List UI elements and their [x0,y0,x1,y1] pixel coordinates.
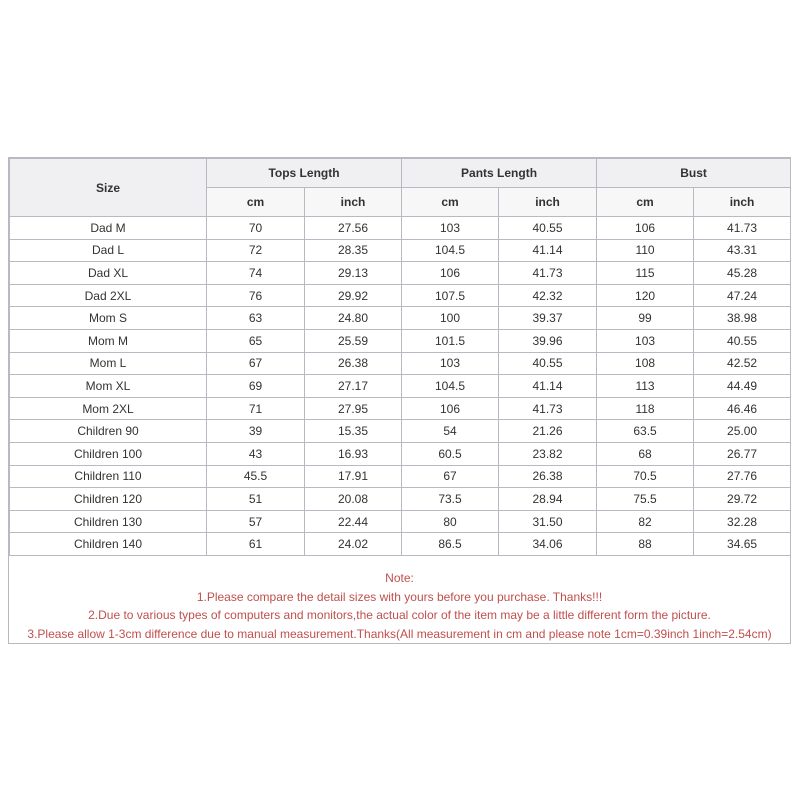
measurement-cell: 24.02 [305,533,402,556]
table-row [10,442,791,465]
measurement-cell: 72 [207,239,305,262]
measurement-cell: 16.93 [305,442,402,465]
table-row [10,420,791,443]
measurement-cell: 43.31 [694,239,791,262]
measurement-cell: 40.55 [499,217,597,240]
table-row [10,375,791,398]
measurement-cell: 28.94 [499,488,597,511]
measurement-cell: 106 [597,217,694,240]
measurement-cell: 46.46 [694,397,791,420]
size-label-cell: Mom M [10,329,207,352]
measurement-cell: 28.35 [305,239,402,262]
measurement-cell: 29.13 [305,262,402,285]
unit-header: inch [499,188,597,217]
table-row [10,329,791,352]
measurement-cell: 57 [207,510,305,533]
unit-header: cm [597,188,694,217]
measurement-cell: 65 [207,329,305,352]
measurement-cell: 47.24 [694,284,791,307]
measurement-cell: 41.73 [499,262,597,285]
note-line: 3.Please allow 1-3cm difference due to manual measurement.Thanks(All measurement in cm and please note 1cm=0.39inch 1inch=2.54cm) [27,626,772,641]
measurement-cell: 44.49 [694,375,791,398]
measurement-cell: 104.5 [402,375,499,398]
measurement-cell: 68 [597,442,694,465]
measurement-cell: 40.55 [694,329,791,352]
measurement-cell: 27.76 [694,465,791,488]
table-row [10,352,791,375]
measurement-cell: 21.26 [499,420,597,443]
size-label-cell: Children 100 [10,442,207,465]
measurement-cell: 15.35 [305,420,402,443]
measurement-cell: 39 [207,420,305,443]
table-row [10,307,791,330]
measurement-cell: 45.28 [694,262,791,285]
size-column-header: Size [10,159,207,217]
measurement-cell: 86.5 [402,533,499,556]
group-header-bust: Bust [597,159,791,188]
measurement-cell: 34.65 [694,533,791,556]
measurement-cell: 34.06 [499,533,597,556]
measurement-cell: 27.95 [305,397,402,420]
measurement-cell: 32.28 [694,510,791,533]
measurement-cell: 106 [402,397,499,420]
measurement-cell: 74 [207,262,305,285]
size-table [9,158,791,556]
size-label-cell: Dad M [10,217,207,240]
measurement-cell: 63.5 [597,420,694,443]
measurement-cell: 76 [207,284,305,307]
table-row [10,488,791,511]
measurement-cell: 99 [597,307,694,330]
measurement-cell: 25.59 [305,329,402,352]
measurement-cell: 39.96 [499,329,597,352]
size-label-cell: Children 110 [10,465,207,488]
unit-header: inch [694,188,791,217]
measurement-cell: 31.50 [499,510,597,533]
notes-section [9,551,790,643]
measurement-cell: 63 [207,307,305,330]
measurement-cell: 29.72 [694,488,791,511]
measurement-cell: 120 [597,284,694,307]
size-label-cell: Children 90 [10,420,207,443]
measurement-cell: 41.73 [499,397,597,420]
measurement-cell: 43 [207,442,305,465]
size-label-cell: Children 140 [10,533,207,556]
measurement-cell: 110 [597,239,694,262]
size-label-cell: Dad L [10,239,207,262]
size-label-cell: Mom S [10,307,207,330]
measurement-cell: 88 [597,533,694,556]
measurement-cell: 26.38 [305,352,402,375]
unit-header: cm [207,188,305,217]
measurement-cell: 71 [207,397,305,420]
measurement-cell: 107.5 [402,284,499,307]
measurement-cell: 61 [207,533,305,556]
measurement-cell: 103 [402,352,499,375]
measurement-cell: 41.14 [499,239,597,262]
measurement-cell: 103 [597,329,694,352]
unit-header: inch [305,188,402,217]
measurement-cell: 70 [207,217,305,240]
note-line: 2.Due to various types of computers and monitors,the actual color of the item may be a little different form the picture. [88,608,711,622]
table-row [10,284,791,307]
group-header-pants-length: Pants Length [402,159,597,188]
measurement-cell: 41.73 [694,217,791,240]
measurement-cell: 42.32 [499,284,597,307]
measurement-cell: 67 [207,352,305,375]
measurement-cell: 38.98 [694,307,791,330]
table-row [10,397,791,420]
table-body [10,217,791,556]
table-row [10,262,791,285]
measurement-cell: 17.91 [305,465,402,488]
measurement-cell: 20.08 [305,488,402,511]
measurement-cell: 100 [402,307,499,330]
size-label-cell: Children 120 [10,488,207,511]
measurement-cell: 26.38 [499,465,597,488]
measurement-cell: 24.80 [305,307,402,330]
measurement-cell: 60.5 [402,442,499,465]
table-row [10,239,791,262]
notes-title: Note: [385,571,414,585]
size-label-cell: Dad 2XL [10,284,207,307]
measurement-cell: 69 [207,375,305,398]
measurement-cell: 45.5 [207,465,305,488]
measurement-cell: 27.56 [305,217,402,240]
measurement-cell: 113 [597,375,694,398]
table-row [10,510,791,533]
measurement-cell: 42.52 [694,352,791,375]
size-label-cell: Mom L [10,352,207,375]
table-row [10,217,791,240]
measurement-cell: 40.55 [499,352,597,375]
measurement-cell: 26.77 [694,442,791,465]
measurement-cell: 29.92 [305,284,402,307]
group-header-row [10,159,791,188]
measurement-cell: 82 [597,510,694,533]
measurement-cell: 115 [597,262,694,285]
measurement-cell: 25.00 [694,420,791,443]
measurement-cell: 103 [402,217,499,240]
measurement-cell: 73.5 [402,488,499,511]
measurement-cell: 23.82 [499,442,597,465]
size-label-cell: Mom XL [10,375,207,398]
size-label-cell: Dad XL [10,262,207,285]
measurement-cell: 104.5 [402,239,499,262]
measurement-cell: 39.37 [499,307,597,330]
measurement-cell: 67 [402,465,499,488]
note-line: 1.Please compare the detail sizes with yours before you purchase. Thanks!!! [196,589,603,604]
measurement-cell: 54 [402,420,499,443]
measurement-cell: 106 [402,262,499,285]
measurement-cell: 27.17 [305,375,402,398]
measurement-cell: 51 [207,488,305,511]
measurement-cell: 101.5 [402,329,499,352]
size-label-cell: Children 130 [10,510,207,533]
measurement-cell: 22.44 [305,510,402,533]
size-label-cell: Mom 2XL [10,397,207,420]
measurement-cell: 118 [597,397,694,420]
measurement-cell: 80 [402,510,499,533]
group-header-tops-length: Tops Length [207,159,402,188]
unit-header: cm [402,188,499,217]
measurement-cell: 108 [597,352,694,375]
measurement-cell: 75.5 [597,488,694,511]
measurement-cell: 41.14 [499,375,597,398]
measurement-cell: 70.5 [597,465,694,488]
size-chart [8,157,791,644]
table-row [10,465,791,488]
